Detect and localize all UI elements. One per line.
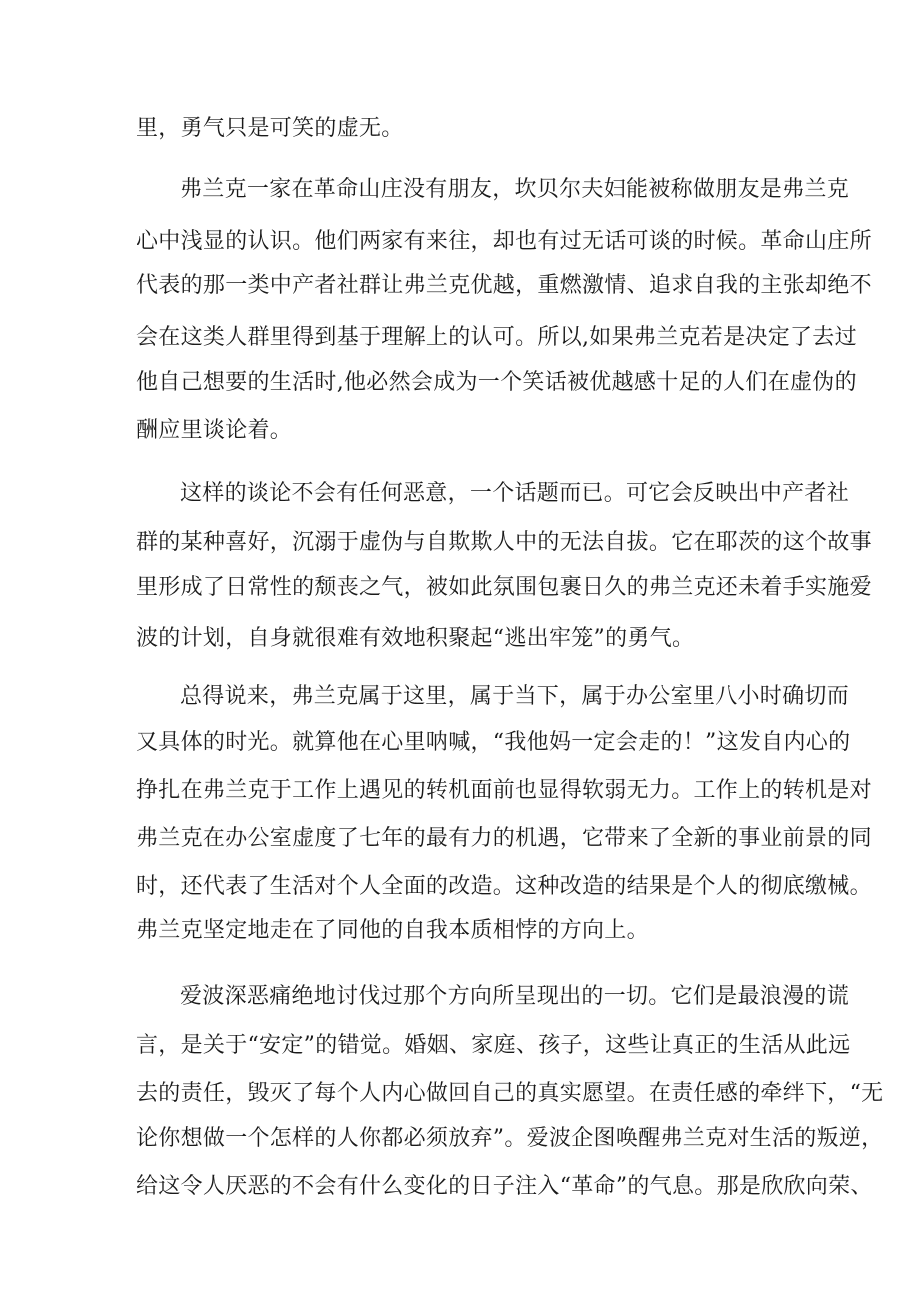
text-line: 去的责任，毁灭了每个人内心做回自己的真实愿望。在责任感的牵绊下，“无: [136, 1081, 884, 1106]
text-line: 爱波深恶痛绝地讨伐过那个方向所呈现出的一切。它们是最浪漫的谎: [180, 984, 850, 1009]
text-line: 又具体的时光。就算他在心里呐喊，“我他妈一定会走的！”这发自内心的: [136, 730, 851, 755]
text-line: 总得说来，弗兰克属于这里，属于当下，属于办公室里八小时确切而: [180, 684, 850, 709]
text-line: 时，还代表了生活对个人全面的改造。这种改造的结果是个人的彻底缴械。: [136, 874, 872, 899]
text-line: 会在这类人群里得到基于理解上的认可。所以,如果弗兰克若是决定了去过: [136, 325, 857, 350]
text-line: 里，勇气只是可笑的虚无。: [136, 116, 404, 141]
text-line: 里形成了日常性的颓丧之气，被如此氛围包裹日久的弗兰克还未着手实施爱: [136, 575, 872, 600]
text-line: 酬应里谈论着。: [136, 418, 293, 443]
text-line: 这样的谈论不会有任何恶意，一个话题而已。可它会反映出中产者社: [180, 481, 850, 506]
text-line: 心中浅显的认识。他们两家有来往，却也有过无话可谈的时候。革命山庄所: [136, 229, 872, 254]
text-line: 给这令人厌恶的不会有什么变化的日子注入“革命”的气息。那是欣欣向荣、: [136, 1174, 873, 1199]
text-line: 波的计划，自身就很难有效地积聚起“逃出牢笼”的勇气。: [136, 626, 695, 651]
text-line: 代表的那一类中产者社群让弗兰克优越，重燃激情、追求自我的主张却绝不: [136, 273, 872, 298]
text-line: 挣扎在弗兰克于工作上遇见的转机面前也显得软弱无力。工作上的转机是对: [136, 778, 872, 803]
text-line: 论你想做一个怎样的人你都必须放弃”。爱波企图唤醒弗兰克对生活的叛逆，: [136, 1126, 884, 1151]
text-line: 弗兰克一家在革命山庄没有朋友，坎贝尔夫妇能被称做朋友是弗兰克: [180, 177, 850, 202]
text-line: 弗兰克在办公室虚度了七年的最有力的机遇，它带来了全新的事业前景的同: [136, 826, 872, 851]
text-line: 弗兰克坚定地走在了同他的自我本质相悖的方向上。: [136, 918, 649, 943]
text-line: 群的某种喜好，沉溺于虚伪与自欺欺人中的无法自拔。它在耶茨的这个故事: [136, 530, 872, 555]
text-line: 他自己想要的生活时,他必然会成为一个笑话被优越感十足的人们在虚伪的: [136, 370, 857, 395]
text-line: 言，是关于“安定”的错觉。婚姻、家庭、孩子，这些让真正的生活从此远: [136, 1033, 851, 1058]
